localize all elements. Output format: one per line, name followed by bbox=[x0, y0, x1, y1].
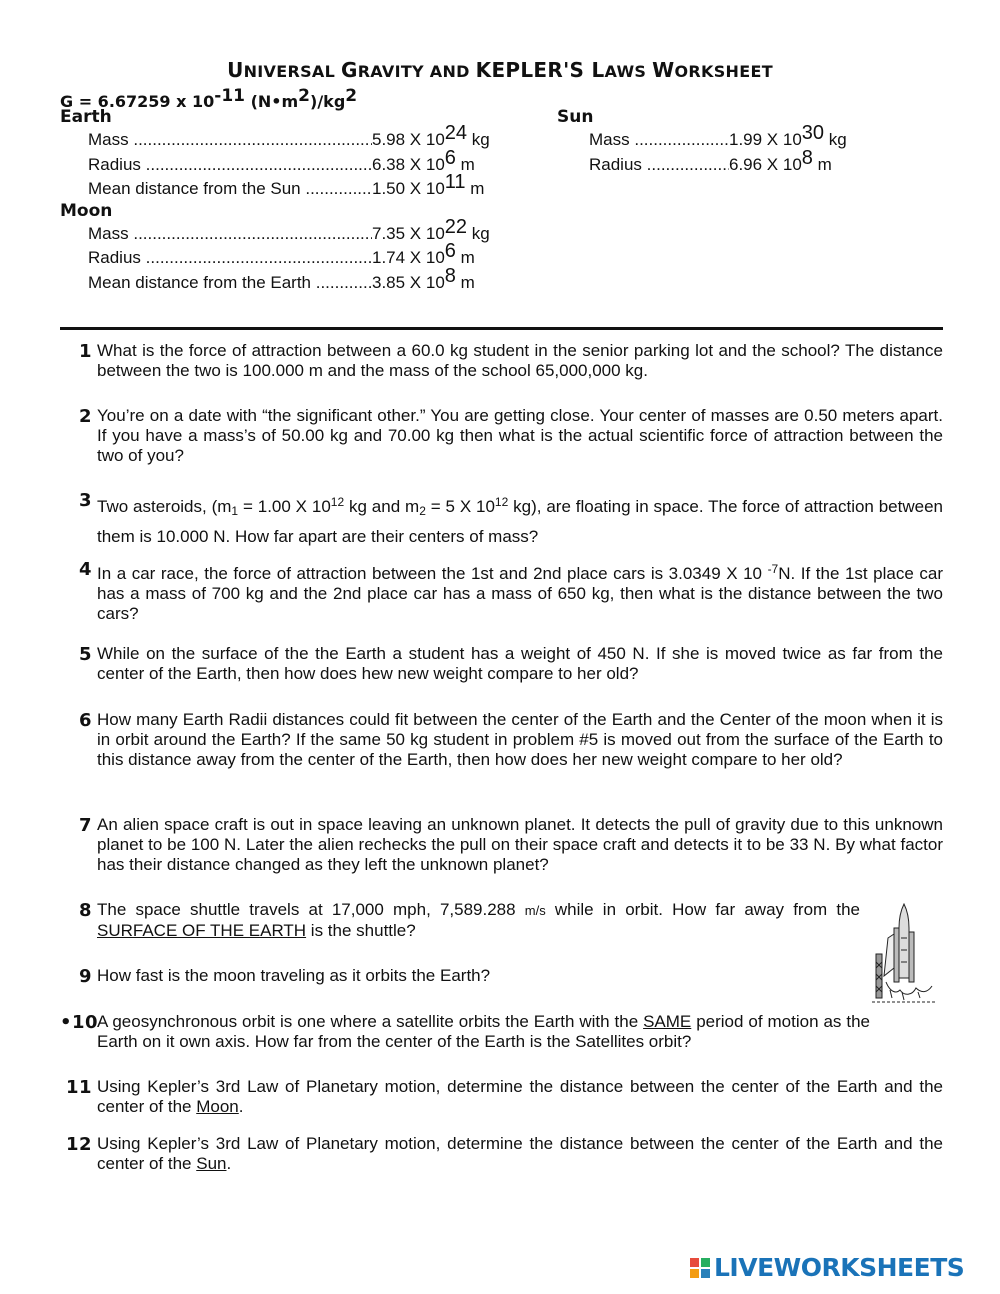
earth-radius-row: Radius ..... 6.38 X $10^6$ m bbox=[88, 155, 475, 175]
logo-tiles-icon bbox=[690, 1258, 710, 1278]
earth-heading: Earth bbox=[60, 107, 112, 127]
sun-radius-row: Radius ..... 6.96 X $10^8$ m bbox=[589, 155, 832, 175]
sun-heading: Sun bbox=[557, 107, 594, 127]
moon-distance-row: Mean distance from the Earth ..... 3.85 X $10^8$ m bbox=[88, 273, 475, 293]
earth-mass-row: Mass ..... 5.98 X $10^{24}$ kg bbox=[88, 130, 490, 150]
worksheet-title: UNIVERSAL GRAVITY AND KEPLER'S LAWS WORKSHEET bbox=[227, 58, 773, 82]
gravity-constant: G = 6.67259 x $10^{-11}$ $(N•m^2)/kg^2$ bbox=[60, 86, 358, 111]
liveworksheets-logo: LIVEWORKSHEETS bbox=[690, 1253, 964, 1282]
earth-distance-row: Mean distance from the Sun ..... 1.50 X $10^{11}$ m bbox=[88, 179, 484, 199]
section-divider bbox=[60, 327, 943, 330]
moon-mass-row: Mass ..... 7.35 X $10^{22}$ kg bbox=[88, 224, 490, 244]
sun-mass-row: Mass ..... 1.99 X $10^{30}$ kg bbox=[589, 130, 847, 150]
moon-heading: Moon bbox=[60, 201, 113, 221]
space-shuttle-illustration bbox=[866, 898, 938, 1008]
moon-radius-row: Radius ..... 1.74 X $10^6$ m bbox=[88, 248, 475, 268]
